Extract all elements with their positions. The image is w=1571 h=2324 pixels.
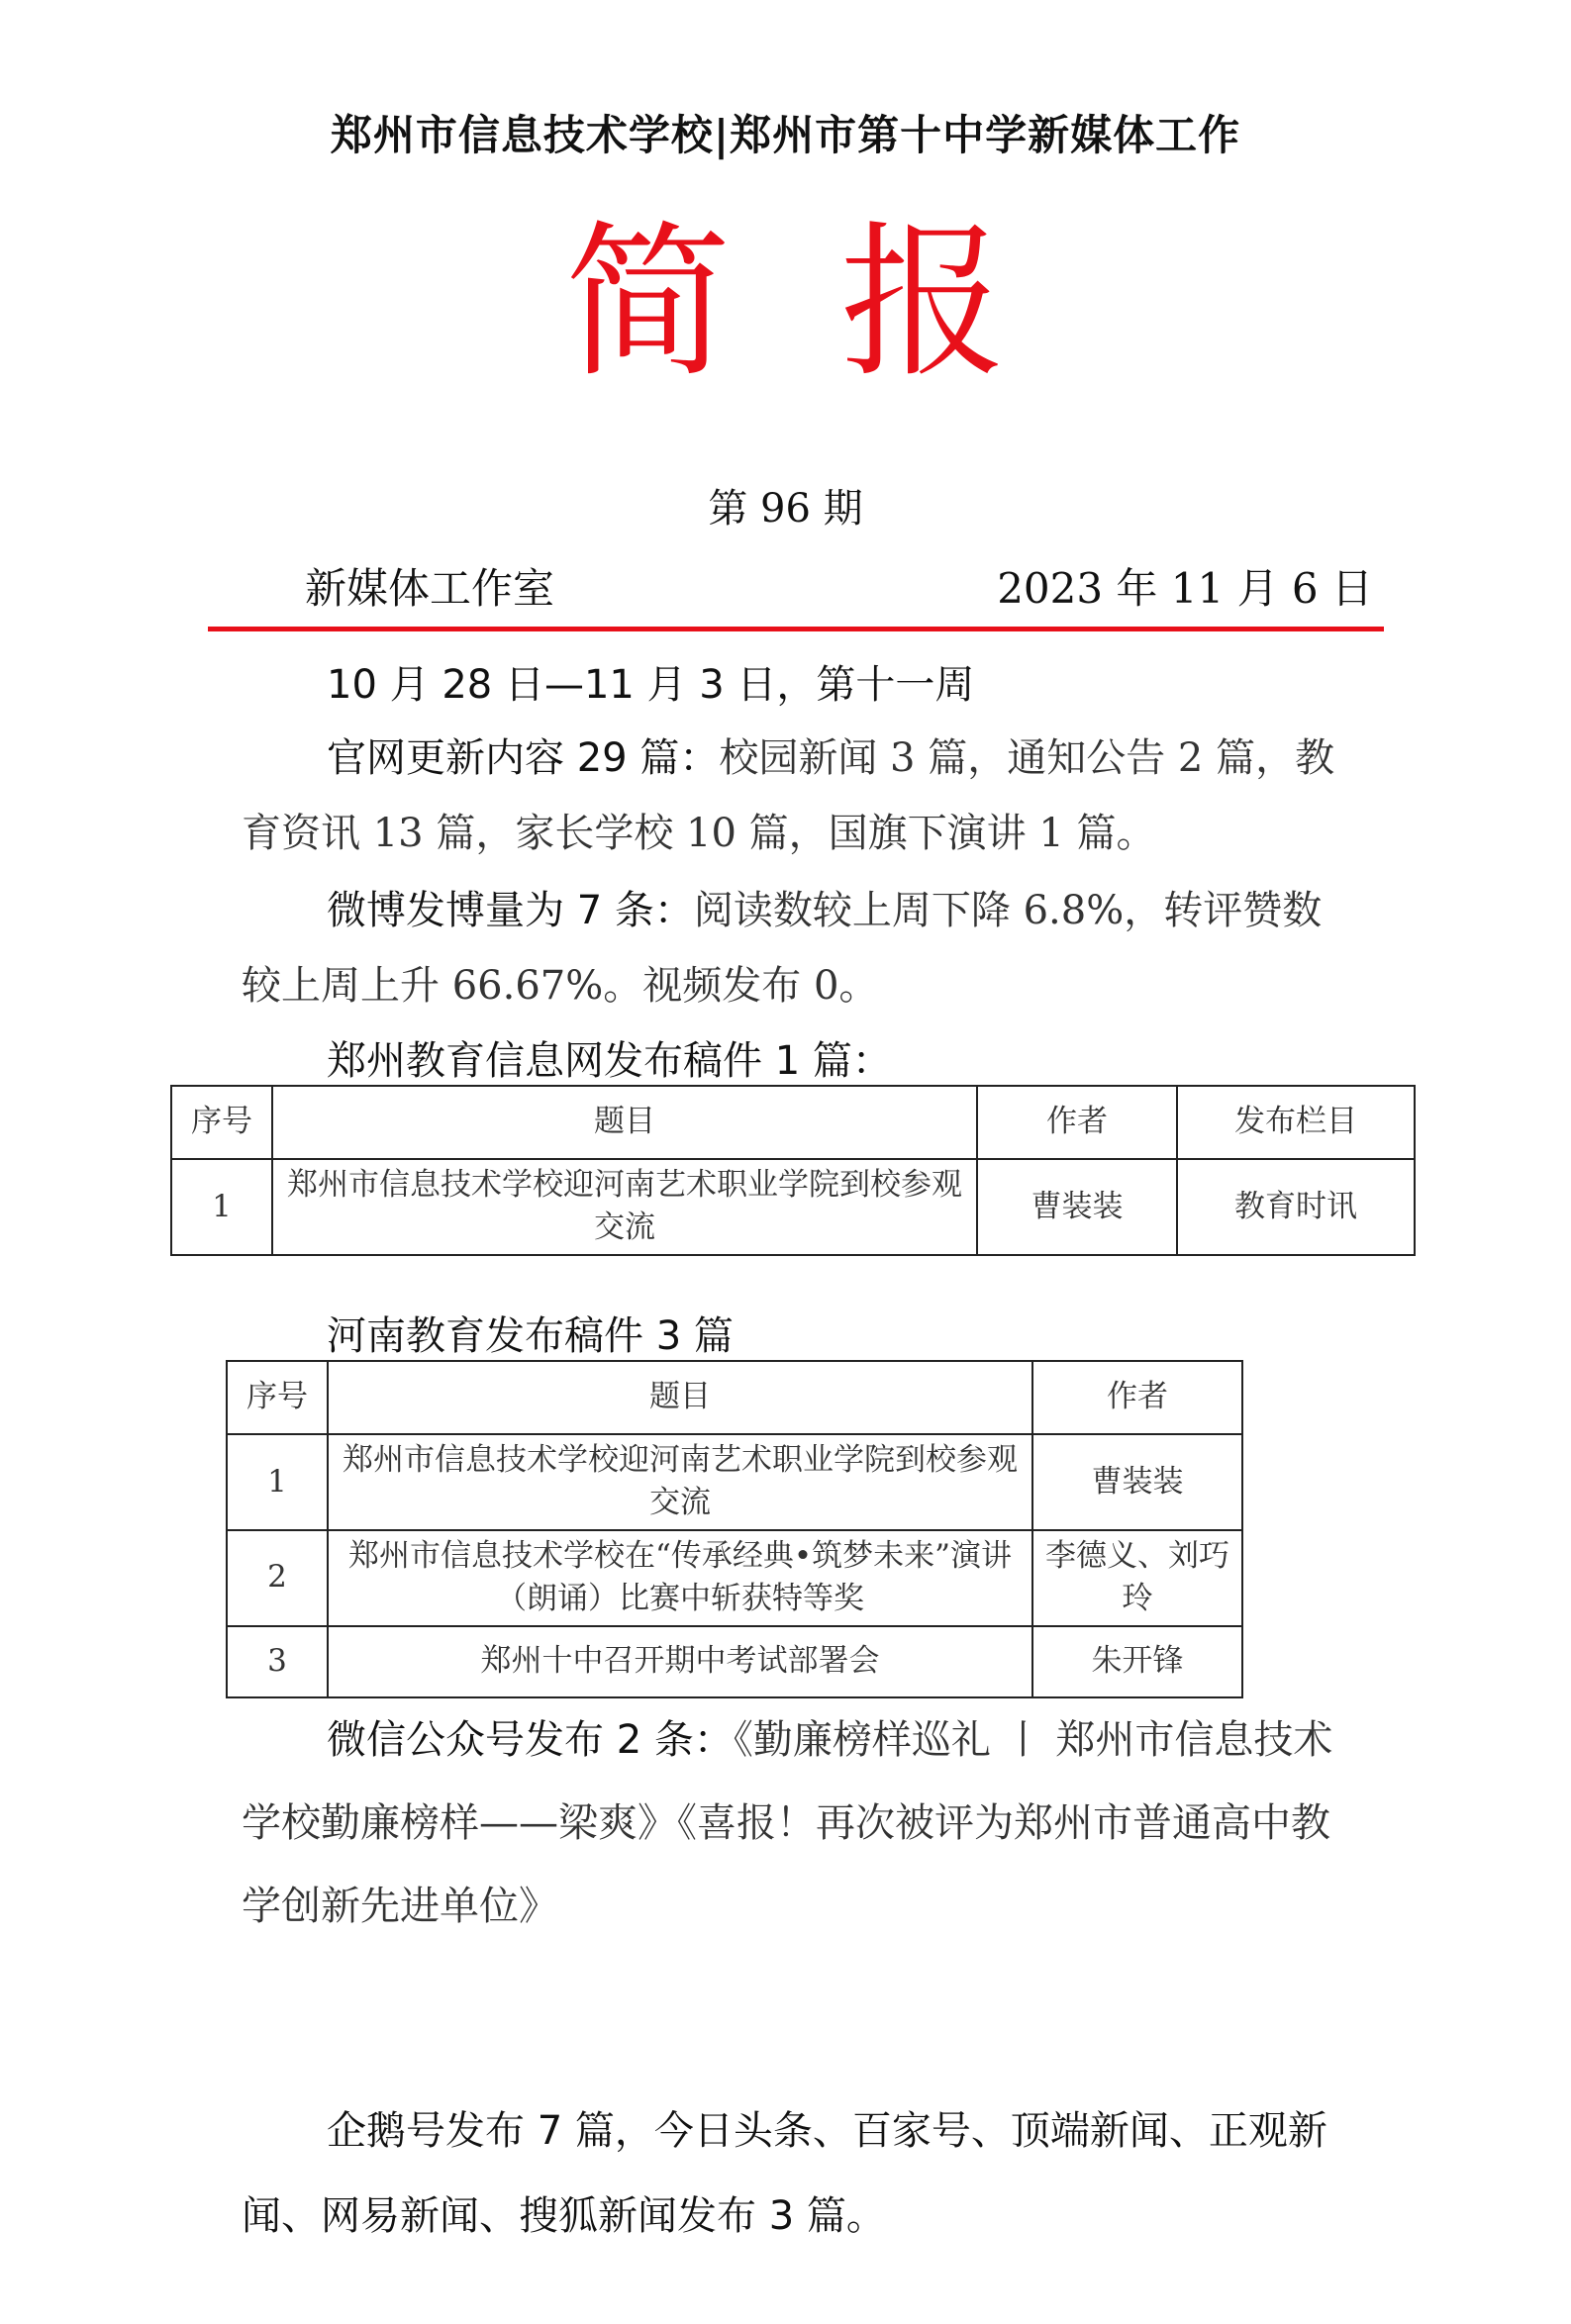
- website-summary: [242, 721, 1350, 871]
- table-row: [227, 1434, 1242, 1530]
- penguin-summary: 企鹅号发布 7 篇，今日头条、百家号、顶端新闻、正观新闻、网易新闻、搜狐新闻发布 3 篇。: [242, 2108, 1327, 2239]
- wechat-summary: [242, 1698, 1350, 1948]
- website-lead: 官网更新内容 29 篇：: [327, 735, 720, 781]
- col-header: 题目: [272, 1086, 977, 1159]
- table-cell: 教育时讯: [1177, 1159, 1415, 1255]
- table-cell: 朱开锋: [1032, 1626, 1242, 1697]
- table-cell: 1: [227, 1434, 328, 1530]
- red-divider: [208, 627, 1384, 631]
- issue-number: 第 96 期: [708, 486, 863, 532]
- table-row: [227, 1626, 1242, 1697]
- period-line: 10 月 28 日—11 月 3 日，第十一周: [327, 662, 975, 708]
- wechat-lead: 微信公众号发布 2 条：: [327, 1717, 734, 1763]
- wechat-body: 《勤廉榜样巡礼 丨 郑州市信息技术学校勤廉榜样——梁爽》《喜报！再次被评为郑州市普通高中教学创新先进单位》: [242, 1717, 1333, 1929]
- table-cell: 郑州市信息技术学校迎河南艺术职业学院到校参观交流: [328, 1434, 1032, 1530]
- col-header: 发布栏目: [1177, 1086, 1415, 1159]
- bulletin-title: 简报: [564, 206, 1116, 400]
- table-cell: 李德义、刘巧玲: [1032, 1530, 1242, 1626]
- col-header: 序号: [171, 1086, 272, 1159]
- col-header: 作者: [977, 1086, 1177, 1159]
- table-cell: 郑州市信息技术学校在“传承经典•筑梦未来”演讲（朗诵）比赛中斩获特等奖: [328, 1530, 1032, 1626]
- office-name: 新媒体工作室: [305, 564, 555, 613]
- weibo-summary: [242, 873, 1350, 1023]
- website-body: 校园新闻 3 篇，通知公告 2 篇，教育资讯 13 篇，家长学校 10 篇，国旗下演讲 1 篇。: [242, 735, 1335, 856]
- table-header-row: [227, 1361, 1242, 1434]
- col-header: 题目: [328, 1361, 1032, 1434]
- weibo-lead: 微博发博量为 7 条：: [327, 888, 694, 933]
- col-header: 序号: [227, 1361, 328, 1434]
- col-header: 作者: [1032, 1361, 1242, 1434]
- table-cell: 郑州十中召开期中考试部署会: [328, 1626, 1032, 1697]
- zz-edu-heading: 郑州教育信息网发布稿件 1 篇：: [327, 1038, 892, 1084]
- table-row: [227, 1530, 1242, 1626]
- publish-date: 2023 年 11 月 6 日: [997, 564, 1373, 613]
- org-header-line: 郑州市信息技术学校|郑州市第十中学新媒体工作: [330, 111, 1241, 159]
- zz-edu-table: [170, 1085, 1416, 1256]
- table-row: [171, 1159, 1415, 1255]
- weibo-body: 阅读数较上周下降 6.8%，转评赞数较上周上升 66.67%。视频发布 0。: [242, 888, 1323, 1009]
- table-header-row: [171, 1086, 1415, 1159]
- table-cell: 曹装装: [1032, 1434, 1242, 1530]
- table-cell: 郑州市信息技术学校迎河南艺术职业学院到校参观交流: [272, 1159, 977, 1255]
- henan-edu-heading: 河南教育发布稿件 3 篇: [327, 1313, 734, 1359]
- table-cell: 3: [227, 1626, 328, 1697]
- table-cell: 1: [171, 1159, 272, 1255]
- table-cell: 曹装装: [977, 1159, 1177, 1255]
- table-cell: 2: [227, 1530, 328, 1626]
- henan-edu-table: [226, 1360, 1243, 1698]
